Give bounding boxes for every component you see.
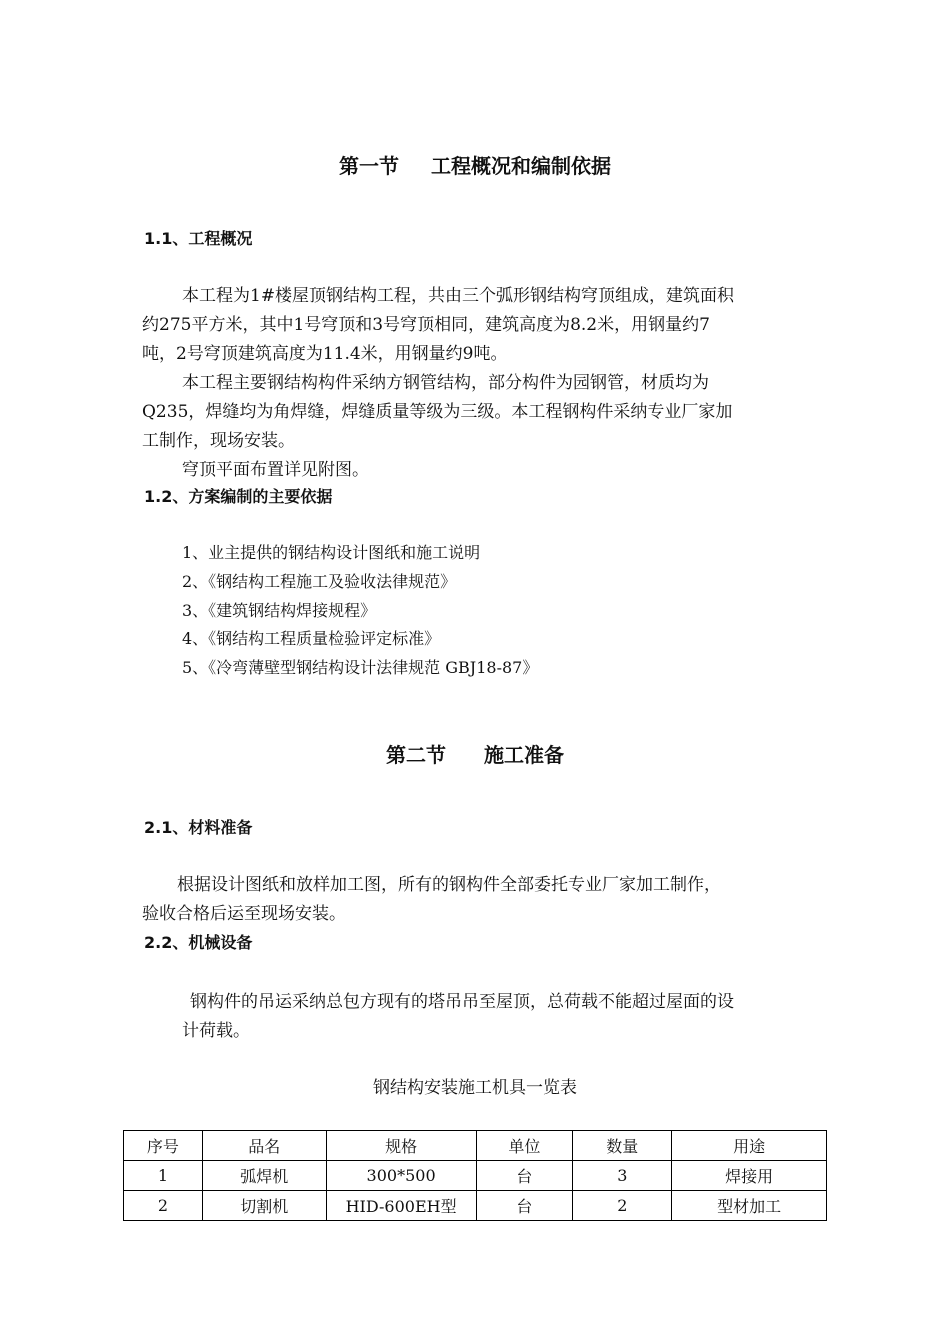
paragraph-line: 穹顶平面布置详见附图。 bbox=[182, 460, 369, 480]
section-2-number: 第二节 bbox=[386, 743, 446, 767]
table-header-cell: 序号 bbox=[124, 1131, 203, 1161]
paragraph-line: 本工程为1#楼屋顶钢结构工程，共由三个弧形钢结构穹顶组成，建筑面积 bbox=[182, 286, 735, 306]
table-header-cell: 数量 bbox=[573, 1131, 672, 1161]
basis-list-item: 3、《建筑钢结构焊接规程》 bbox=[182, 601, 377, 620]
basis-list-item: 2、《钢结构工程施工及验收法律规范》 bbox=[182, 572, 457, 591]
paragraph-line: 验收合格后运至现场安装。 bbox=[142, 904, 346, 924]
table-row bbox=[124, 1161, 827, 1191]
section-2-title bbox=[0, 739, 950, 768]
table-cell: 300*500 bbox=[326, 1161, 476, 1191]
table-cell: 2 bbox=[573, 1191, 672, 1221]
table-cell: 弧焊机 bbox=[202, 1161, 326, 1191]
basis-list-item: 1、业主提供的钢结构设计图纸和施工说明 bbox=[182, 543, 481, 562]
basis-list-item: 5、《冷弯薄壁型钢结构设计法律规范 GBJ18-87》 bbox=[182, 658, 539, 677]
table-row bbox=[124, 1191, 827, 1221]
paragraph-line: 吨，2号穹顶建筑高度为11.4米，用钢量约9吨。 bbox=[142, 344, 508, 364]
paragraph-line: 本工程主要钢结构构件采纳方钢管结构，部分构件为园钢管，材质均为 bbox=[182, 373, 709, 393]
table-header-cell: 用途 bbox=[672, 1131, 827, 1161]
heading-2-1: 2.1、材料准备 bbox=[144, 818, 253, 837]
section-1-name: 工程概况和编制依据 bbox=[431, 154, 611, 178]
heading-1-1: 1.1、工程概况 bbox=[144, 229, 253, 248]
table-caption: 钢结构安装施工机具一览表 bbox=[373, 1078, 577, 1098]
section-1-title bbox=[0, 150, 950, 179]
table-cell: 切割机 bbox=[202, 1191, 326, 1221]
paragraph-line: 工制作，现场安装。 bbox=[142, 431, 295, 451]
paragraph-line: 约275平方米，其中1号穹顶和3号穹顶相同，建筑高度为8.2米，用钢量约7 bbox=[142, 315, 710, 335]
table-header-cell: 品名 bbox=[202, 1131, 326, 1161]
paragraph-line: 计荷载。 bbox=[182, 1021, 250, 1041]
heading-1-2: 1.2、方案编制的主要依据 bbox=[144, 487, 333, 506]
table-cell: 2 bbox=[124, 1191, 203, 1221]
paragraph-line: 钢构件的吊运采纳总包方现有的塔吊吊至屋顶，总荷载不能超过屋面的设 bbox=[190, 992, 734, 1012]
table-cell: 3 bbox=[573, 1161, 672, 1191]
table-header-cell: 规格 bbox=[326, 1131, 476, 1161]
basis-list-item: 4、《钢结构工程质量检验评定标准》 bbox=[182, 629, 441, 648]
table-cell: 台 bbox=[476, 1191, 573, 1221]
heading-2-2: 2.2、机械设备 bbox=[144, 933, 253, 952]
paragraph-line: Q235，焊缝均为角焊缝，焊缝质量等级为三级。本工程钢构件采纳专业厂家加 bbox=[142, 402, 733, 422]
table-cell: 1 bbox=[124, 1161, 203, 1191]
table-cell: HID-600EH型 bbox=[326, 1191, 476, 1221]
table-cell: 台 bbox=[476, 1161, 573, 1191]
table-header-cell: 单位 bbox=[476, 1131, 573, 1161]
table-cell: 型材加工 bbox=[672, 1191, 827, 1221]
section-2-name: 施工准备 bbox=[484, 743, 564, 767]
paragraph-line: 根据设计图纸和放样加工图，所有的钢构件全部委托专业厂家加工制作， bbox=[177, 875, 721, 895]
table-header-row bbox=[124, 1131, 827, 1161]
section-1-number: 第一节 bbox=[339, 154, 399, 178]
equipment-table bbox=[123, 1130, 827, 1221]
table-cell: 焊接用 bbox=[672, 1161, 827, 1191]
